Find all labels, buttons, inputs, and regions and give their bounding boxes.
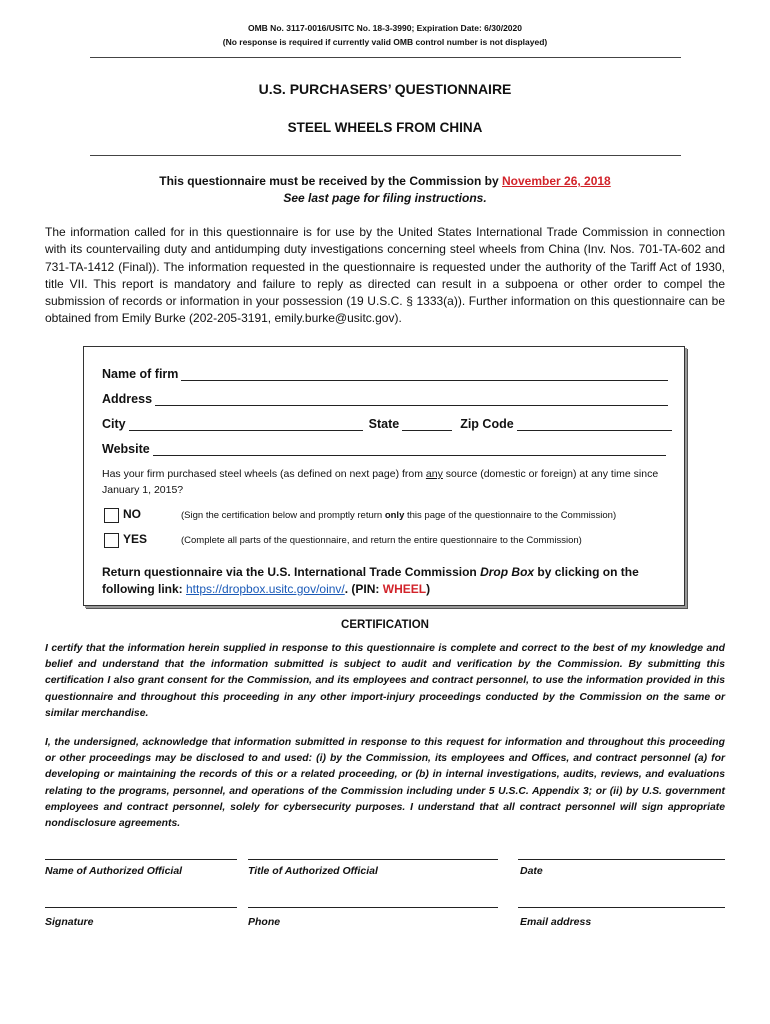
intro-paragraph: The information called for in this questionnaire is for use by the United States International Trade Commission in connection with its countervailing duty and antidumping duty investigations concerning steel wheels from China (Inv. Nos. 701-TA-602 and 731-TA-1412 (Final)). The information requested in the questionnaire is requested under the authority of the Tariff Act of 1930, title VII. This report is mandatory and failure to reply as directed can result in a subpoena or other order to compel the submission of records or information in your possession (19 U.S.C. § 1333(a)). Further information on this questionnaire can be obtained from Emily Burke (202-205-3191, emily.burke@usitc.gov).	[45, 225, 725, 326]
no-instruction	[181, 510, 616, 521]
firm-name-field[interactable]	[102, 367, 668, 381]
yes-checkbox[interactable]	[104, 533, 119, 548]
omb-number: OMB No. 3117-0016/USITC No. 18-3-3990; Expiration Date: 6/30/2020	[247, 23, 522, 33]
dropbox-link[interactable]: https://dropbox.usitc.gov/oinv/	[186, 582, 345, 596]
address-field[interactable]	[102, 392, 668, 406]
no-instruction-emphasis: only	[384, 510, 405, 521]
city-input[interactable]	[129, 417, 363, 431]
signature-label: Signature	[45, 916, 94, 928]
city-state-zip-row	[102, 417, 672, 431]
official-title-label: Title of Authorized Official	[248, 865, 378, 877]
deadline-line	[0, 174, 770, 188]
email-line[interactable]	[518, 907, 725, 908]
question-text: Has your firm purchased steel wheels (as defined on next page) from	[102, 468, 426, 480]
official-title-line[interactable]	[248, 859, 498, 860]
question-text-end: source (domestic or foreign) at any time since January 1, 2015?	[102, 468, 659, 496]
yes-instruction: (Complete all parts of the questionnaire, and return the entire questionnaire to the Commission)	[181, 535, 582, 546]
pin-value: WHEEL	[382, 582, 427, 596]
website-label: Website	[102, 442, 150, 456]
date-label: Date	[520, 865, 543, 877]
certification-paragraph-1: I certify that the information herein supplied in response to this questionnaire is complete and correct to the best of my knowledge and belief and understand that the information submitted is subject to audit and verification by the Commission. By submitting this certification I also grant consent for the Commission, and its employees and contract personnel, to use the information provided in this questionnaire and throughout this proceeding in any other import-injury proceedings conducted by the Commission on the same or similar merchandise.	[45, 643, 725, 719]
return-instructions	[102, 564, 672, 598]
date-line[interactable]	[518, 859, 725, 860]
no-label: NO	[123, 507, 141, 521]
no-checkbox[interactable]	[104, 508, 119, 523]
zip-label: Zip Code	[460, 417, 514, 431]
drop-box-term: Drop Box	[480, 565, 535, 579]
yes-label: YES	[123, 532, 148, 546]
phone-line[interactable]	[248, 907, 498, 908]
address-input[interactable]	[155, 392, 668, 406]
deadline-prefix: This questionnaire must be received by the Commission by	[159, 174, 502, 188]
website-field[interactable]	[102, 442, 666, 456]
state-label: State	[368, 417, 400, 431]
certification-heading: CERTIFICATION	[341, 619, 429, 631]
page-title: U.S. PURCHASERS’ QUESTIONNAIRE	[258, 81, 512, 97]
official-name-line[interactable]	[45, 859, 237, 860]
official-name-label: Name of Authorized Official	[45, 865, 183, 877]
no-instruction-text-end: this page of the questionnaire to the Commission)	[404, 510, 617, 521]
phone-label: Phone	[248, 916, 281, 928]
filing-instructions-note: See last page for filing instructions.	[283, 191, 487, 205]
divider	[90, 155, 681, 156]
firm-info-box	[83, 346, 685, 606]
zip-input[interactable]	[517, 417, 672, 431]
state-input[interactable]	[402, 417, 452, 431]
pin-suffix: )	[426, 582, 431, 596]
omb-note: (No response is required if currently valid OMB control number is not displayed)	[222, 37, 548, 47]
pin-prefix: . (PIN:	[344, 582, 383, 596]
purchase-question	[102, 466, 672, 498]
return-text-mid: by clicking on the following link:	[102, 565, 639, 596]
firm-name-label: Name of firm	[102, 367, 179, 381]
firm-name-input[interactable]	[181, 367, 668, 381]
divider	[90, 57, 681, 58]
certification-paragraph-2: I, the undersigned, acknowledge that information submitted in response to this request for information and throughout this proceeding or other proceedings may be disclosed to and used: (i) by the Commission, its employees and Offices, and contract personnel (a) for developing or maintaining the records of this or a related proceeding, or (b) in internal investigations, audits, reviews, and evaluations relating to the programs, personnel, and operations of the Commission including under 5 U.S.C. Appendix 3; or (ii) by U.S. government employees and contract personnel, solely for cybersecurity purposes. I understand that all contract personnel will sign appropriate nondisclosure agreements.	[45, 737, 725, 830]
address-label: Address	[102, 392, 153, 406]
return-text: Return questionnaire via the U.S. International Trade Commission	[102, 565, 481, 579]
page-subtitle: STEEL WHEELS FROM CHINA	[287, 120, 483, 135]
signature-line[interactable]	[45, 907, 237, 908]
website-input[interactable]	[153, 442, 666, 456]
city-label: City	[102, 417, 126, 431]
no-instruction-text: (Sign the certification below and promptly return	[181, 510, 385, 521]
email-label: Email address	[520, 916, 592, 928]
deadline-date: November 26, 2018	[502, 174, 611, 188]
question-emphasis: any	[425, 468, 443, 480]
